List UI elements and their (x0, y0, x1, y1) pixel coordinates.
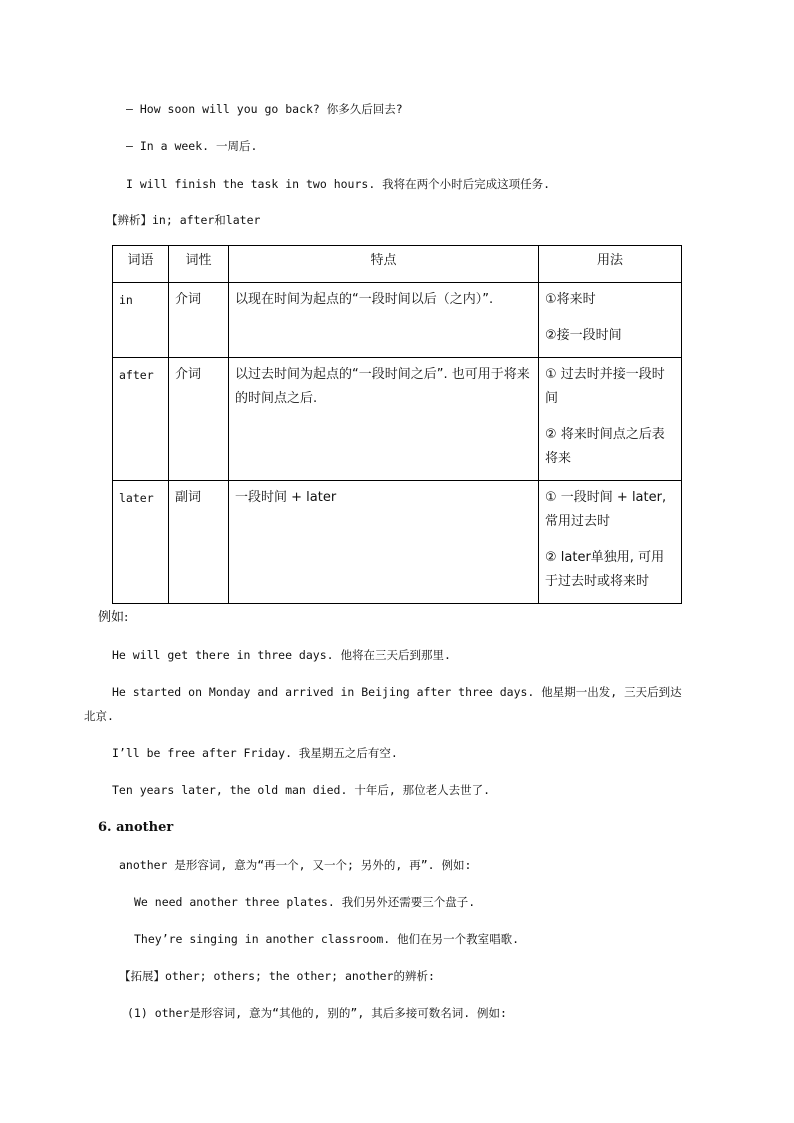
section-definition: another 是形容词, 意为“再一个, 又一个; 另外的, 再”. 例如: (119, 858, 472, 872)
analysis-heading: 【辨析】in; after和later (106, 213, 261, 227)
section-title: 6. another (98, 820, 174, 835)
point-one: (1) other是形容词, 意为“其他的, 别的”, 其后多接可数名词. 例如: (127, 1006, 507, 1020)
header-term: 词语 (113, 246, 169, 283)
example-sentence: They’re singing in another classroom. 他们在另一个教室唱歌. (134, 932, 520, 946)
usage-item: ①将来时 (545, 292, 596, 307)
extension-heading: 【拓展】other; others; the other; another的辨析: (119, 969, 435, 983)
example-sentence: He will get there in three days. 他将在三天后到那里. (112, 648, 451, 662)
header-usage: 用法 (539, 246, 682, 283)
term-cell: in (113, 283, 169, 358)
example-label: 例如: (98, 610, 129, 625)
example-sentence: He started on Monday and arrived in Beijing after three days. 他星期一出发, 三天后到达 (112, 685, 682, 699)
table-row (113, 481, 682, 604)
table-row (113, 358, 682, 481)
feature-cell: 以过去时间为起点的“一段时间之后”. 也可用于将来的时间点之后. (229, 358, 539, 481)
example-sentence: I will finish the task in two hours. 我将在两个小时后完成这项任务. (126, 177, 551, 191)
comparison-table (112, 245, 682, 604)
example-sentence-continued: 北京. (84, 709, 114, 723)
usage-cell (539, 481, 682, 604)
usage-cell (539, 358, 682, 481)
feature-cell: 一段时间 + later (229, 481, 539, 604)
usage-cell (539, 283, 682, 358)
example-sentence: Ten years later, the old man died. 十年后, 那位老人去世了. (112, 783, 491, 797)
usage-item: ② later单独用, 可用于过去时或将来时 (545, 550, 665, 589)
example-dialog-answer: — In a week. 一周后. (126, 139, 258, 153)
table-header-row (113, 246, 682, 283)
usage-item: ① 一段时间 + later, 常用过去时 (545, 490, 667, 529)
example-sentence: I’ll be free after Friday. 我星期五之后有空. (112, 746, 398, 760)
usage-item: ① 过去时并接一段时间 (545, 367, 665, 406)
pos-cell: 副词 (169, 481, 229, 604)
pos-cell: 介词 (169, 283, 229, 358)
usage-item: ②接一段时间 (545, 328, 622, 343)
feature-cell: 以现在时间为起点的“一段时间以后（之内）”. (229, 283, 539, 358)
example-dialog-question: — How soon will you go back? 你多久后回去? (126, 102, 403, 116)
usage-item: ② 将来时间点之后表将来 (545, 427, 665, 466)
header-feature: 特点 (229, 246, 539, 283)
term-cell: later (113, 481, 169, 604)
table-row (113, 283, 682, 358)
example-sentence: We need another three plates. 我们另外还需要三个盘子. (134, 895, 476, 909)
header-pos: 词性 (169, 246, 229, 283)
pos-cell: 介词 (169, 358, 229, 481)
term-cell: after (113, 358, 169, 481)
